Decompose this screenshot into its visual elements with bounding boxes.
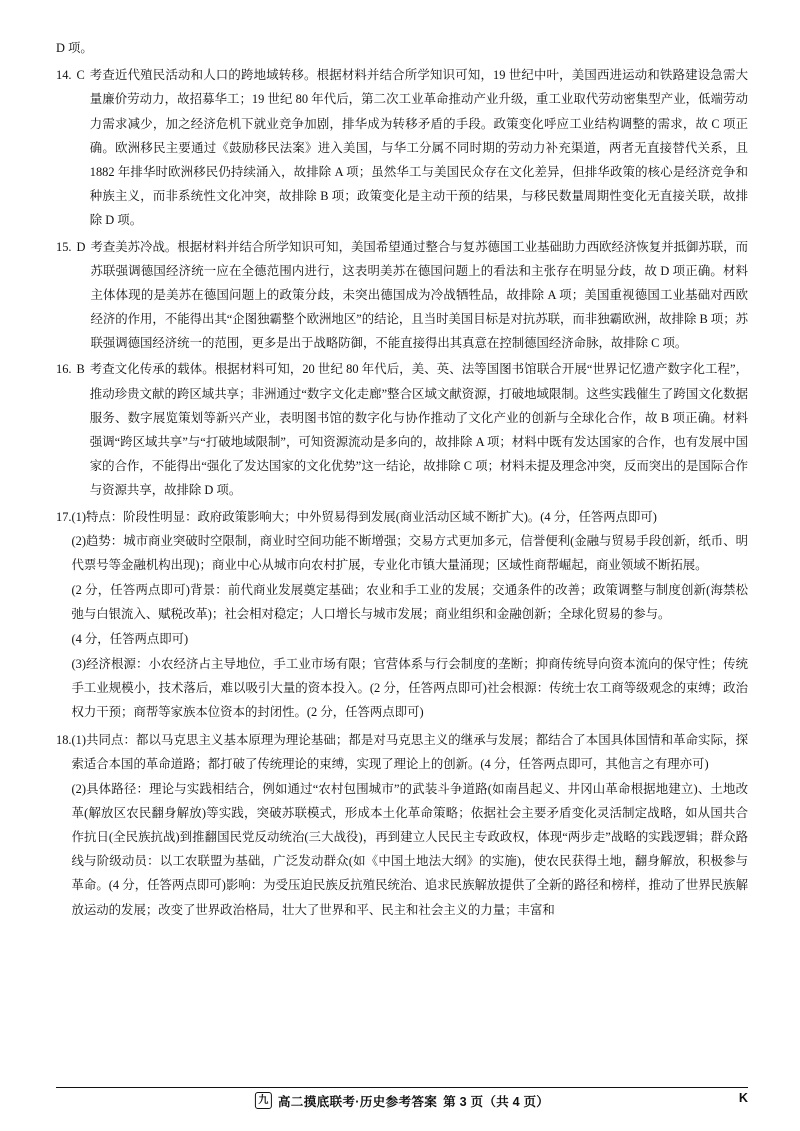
answer-16-number: 16. <box>56 362 72 377</box>
answer-17-line-4: (4 分，任答两点即可) <box>71 632 189 646</box>
answer-18-line-2: (2)具体路径：理论与实践相结合，例如通过“农村包围城市”的武装斗争道路(如南昌起义、井冈山革命根据地建立)、土地改革(解放区农民翻身解放)等实践，突破苏联模式，形成本土化革命策略；依据社会主要矛盾变化灵活制定战略，如从国共合作抗日(全民族抗战)到推翻国民党反动统治(三大战役)，再到建立人民民主专政政权，体现“两步走”战略的实践逻辑；群众路线与阶级动员：以工农联盟为基础，广泛发动群众(如《中国土地法大纲》的实施)，使农民获得土地，翻身解放，积极参与革命。(4 分，任答两点即可)影响：为受压迫民族反抗殖民统治、追求民族解放提供了全新的路径和榜样，推动了世界民族解放运动的发展；改变了世界政治格局，壮大了世界和平、民主和社会主义的力量；丰富和 <box>71 781 748 917</box>
answer-17-label <box>56 505 72 529</box>
answer-16-choice: B <box>76 362 85 377</box>
answer-entry-18 <box>56 728 748 923</box>
answer-16-explanation: 考查文化传承的载体。根据材料可知，20 世纪 80 年代后，美、英、法等国图书馆联合开展“世界记忆遗产数字化工程”，推动珍贵文献的跨区域共享；非洲通过“数字文化走廊”整合区域文献资源，打破地域限制。这些实践催生了跨国文化数据服务、数字展览策划等新兴产业，表明图书馆的数字化与协作推动了文化产业的创新与全球化合作，故 B 项正确。材料强调“跨区域共享”与“打破地域限制”，可知资源流动是多向的，故排除 A 项；材料中既有发达国家的合作，也有发展中国家的合作，不能得出“强化了发达国家的文化优势”这一结论，故排除 C 项；材料未提及理念冲突，反而突出的是国际合作与资源共享，故排除 D 项。 <box>89 362 748 498</box>
footer-series-mark: K <box>738 1091 748 1105</box>
answer-15-choice: D <box>76 239 86 254</box>
answer-key-content <box>56 36 748 922</box>
continuation-fragment: D 项。 <box>56 41 93 55</box>
answer-17-line-3: (2 分，任答两点即可)背景：前代商业发展奠定基础；农业和手工业的发展；交通条件的改善；政策调整与制度创新(海禁松弛与白银流入、赋税改革)；社会相对稳定；人口增长与城市发展；商业组织和金融创新；全球化贸易的参与。 <box>71 583 748 622</box>
answer-17-body <box>72 505 749 725</box>
answer-18-number: 18. <box>56 732 72 747</box>
footer-title: 高二摸底联考·历史参考答案 <box>277 1095 438 1109</box>
footer-center <box>255 1091 549 1110</box>
answer-14-label <box>56 63 90 87</box>
answer-17-line-5: (3)经济根源：小农经济占主导地位，手工业市场有限；官营体系与行会制度的垄断；抑商传统导向资本流向的保守性；传统手工业规模小，技术落后，难以吸引大量的资本投入。(2 分，任答两点即可)社会根源：传统士农工商等级观念的束缚；政治权力干预；商帮等家族本位资本的封闭性。(2 分，任答两点即可) <box>71 656 748 720</box>
answer-14-explanation: 考查近代殖民活动和人口的跨地域转移。根据材料并结合所学知识可知，19 世纪中叶，美国西进运动和铁路建设急需大量廉价劳动力，故招募华工；19 世纪 80 年代后，第二次工业革命推动产业升级，重工业取代劳动密集型产业，低端劳动力需求减少，加之经济危机下就业竞争加剧，排华成为转移矛盾的手段。政策变化呼应工业结构调整的需求，故 C 项正确。欧洲移民主要通过《鼓励移民法案》进入美国，与华工分属不同时期的劳动力补充渠道，两者无直接替代关系，且 1882 年排华时欧洲移民仍持续涌入，故排除 A 项；虽然华工与美国民众存在文化差异，但排华政策的核心是经济竞争和种族主义，而非系统性文化冲突，故排除 B 项；政策变化是主动干预的结果，与移民数量周期性变化无直接关联，故排除 D 项。 <box>89 68 748 228</box>
publisher-logo-icon: 九 <box>255 1092 272 1109</box>
answer-17-number: 17. <box>56 509 72 524</box>
answer-17-line-2: (2)趋势：城市商业突破时空限制，商业时空间功能不断增强；交易方式更加多元，信誉便利(金融与贸易手段创新，纸币、明代票号等金融机构出现)；商业中心从城市向农村扩展，专业化市镇大量涌现；区域性商帮崛起，商业领域不断拓展。 <box>71 534 748 573</box>
answer-16-label <box>56 357 90 381</box>
answer-15-number: 15. <box>56 239 72 254</box>
answer-18-body <box>72 728 749 923</box>
answer-17-line-1: (1)特点：阶段性明显：政府政策影响大；中外贸易得到发展(商业活动区域不断扩大)。(4 分，任答两点即可) <box>71 509 657 524</box>
answer-entry-16 <box>56 357 748 502</box>
answer-14-choice: C <box>76 68 85 83</box>
answer-15-explanation: 考查美苏冷战。根据材料并结合所学知识可知，美国希望通过整合与复苏德国工业基础助力西欧经济恢复并抵御苏联，而苏联强调德国经济统一应在全德范围内进行，这表明美苏在德国问题上的看法和主张存在明显分歧，故 D 项正确。材料主体体现的是美苏在德国问题上的政策分歧，未突出德国成为冷战牺牲品，故排除 A 项；美国重视德国工业基础对西欧经济的作用，不能得出其“企图独霸整个欧洲地区”的结论，且当时美国目标是对抗苏联，而非独霸欧洲，故排除 B 项；苏联强调德国经济统一的范围，更多是出于战略防御，不能直接得出其真意在控制德国经济命脉，故排除 C 项。 <box>90 239 748 351</box>
answer-15-label <box>56 235 90 259</box>
answer-14-number: 14. <box>56 68 72 83</box>
footer-page-number: 第 3 页（共 4 页） <box>443 1095 550 1109</box>
answer-entry-17 <box>56 505 748 725</box>
answer-entry-15 <box>56 235 748 356</box>
answer-18-label <box>56 728 72 752</box>
answer-18-line-1: (1)共同点：都以马克思主义基本原理为理论基础；都是对马克思主义的继承与发展；都结合了本国具体国情和革命实际，探索适合本国的革命道路；都打破了传统理论的束缚，实现了理论上的创新。(4 分，任答两点即可，其他言之有理亦可) <box>71 732 748 771</box>
page-footer <box>0 1087 800 1113</box>
answer-entry-14 <box>56 63 748 232</box>
footer-divider <box>56 1087 748 1088</box>
